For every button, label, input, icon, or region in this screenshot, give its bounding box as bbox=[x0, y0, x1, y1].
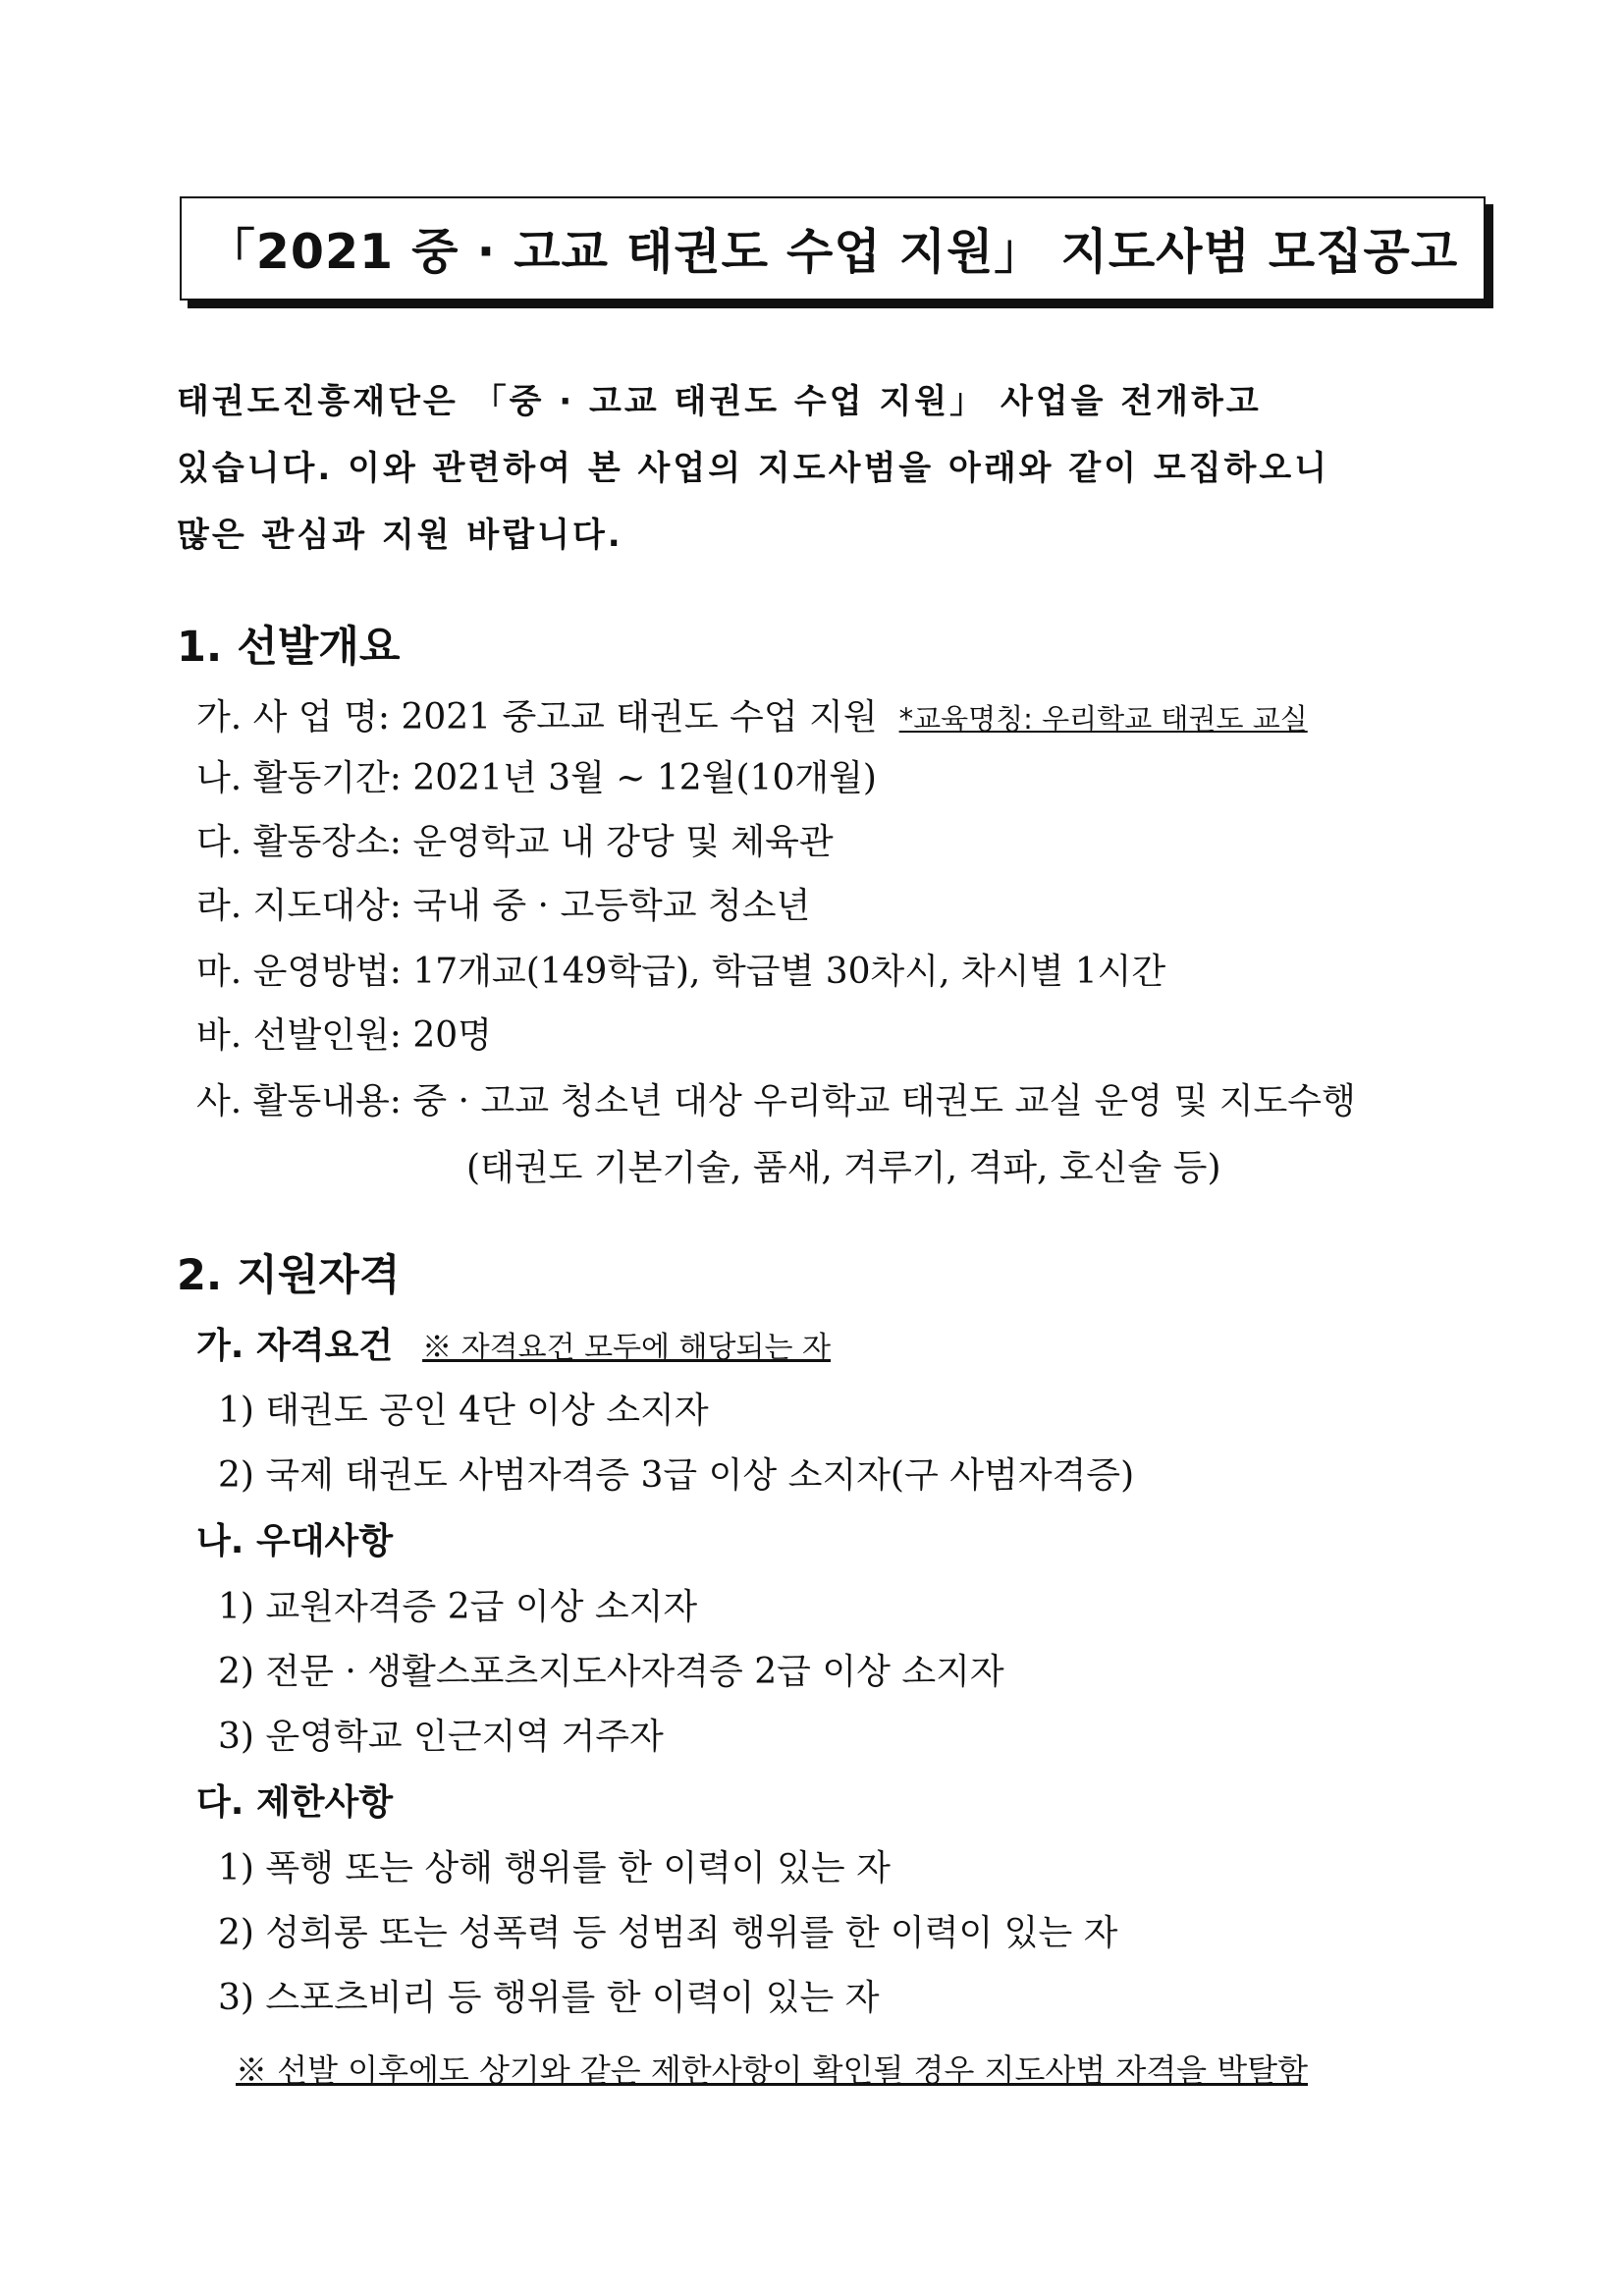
qualifications-label-row bbox=[196, 1322, 831, 1373]
preferences-label: 나. 우대사항 bbox=[196, 1521, 394, 1561]
section1-heading: 1. 선발개요 bbox=[177, 623, 401, 672]
item-note: *교육명칭: 우리학교 태권도 교실 bbox=[898, 702, 1308, 736]
section2-heading: 2. 지원자격 bbox=[177, 1251, 401, 1300]
restriction-item: 1) 폭행 또는 상해 행위를 한 이력이 있는 자 bbox=[218, 1848, 891, 1888]
section1-item: 바. 선발인원: 20명 bbox=[196, 1015, 492, 1056]
item-text: 가. 사 업 명: 2021 중고교 태권도 수업 지원 bbox=[196, 697, 878, 738]
preference-item: 2) 전문 · 생활스포츠지도사자격증 2급 이상 소지자 bbox=[218, 1652, 1004, 1692]
preference-item: 1) 교원자격증 2급 이상 소지자 bbox=[218, 1587, 698, 1627]
qualifications-label: 가. 자격요건 bbox=[196, 1326, 394, 1366]
section1-item: 사. 활동내용: 중 · 고교 청소년 대상 우리학교 태권도 교실 운영 및 지도수행 bbox=[196, 1081, 1356, 1121]
section1-item: 다. 활동장소: 운영학교 내 강당 및 체육관 bbox=[196, 822, 834, 862]
intro-line: 있습니다. 이와 관련하여 본 사업의 지도사범을 아래와 같이 모집하오니 bbox=[177, 449, 1330, 488]
intro-paragraph bbox=[177, 368, 1492, 569]
qualification-item: 1) 태권도 공인 4단 이상 소지자 bbox=[218, 1391, 709, 1431]
section1-item: 라. 지도대상: 국내 중 · 고등학교 청소년 bbox=[196, 886, 811, 926]
qualification-item: 2) 국제 태권도 사범자격증 3급 이상 소지자(구 사범자격증) bbox=[218, 1455, 1135, 1496]
restriction-item: 3) 스포츠비리 등 행위를 한 이력이 있는 자 bbox=[218, 1978, 880, 2018]
intro-line: 태권도진흥재단은 「중 · 고교 태권도 수업 지원」 사업을 전개하고 bbox=[177, 382, 1262, 421]
section1-continuation: (태권도 기본기술, 품새, 겨루기, 격파, 호신술 등) bbox=[466, 1148, 1221, 1188]
section1-item: 나. 활동기간: 2021년 3월 ~ 12월(10개월) bbox=[196, 758, 877, 798]
footer-note: ※ 선발 이후에도 상기와 같은 제한사항이 확인될 경우 지도사범 자격을 박탈함 bbox=[236, 2051, 1308, 2089]
restriction-item: 2) 성희롱 또는 성폭력 등 성범죄 행위를 한 이력이 있는 자 bbox=[218, 1913, 1118, 1953]
intro-line: 많은 관심과 지원 바랍니다. bbox=[177, 516, 623, 555]
preference-item: 3) 운영학교 인근지역 거주자 bbox=[218, 1717, 664, 1757]
section1-item bbox=[196, 693, 1308, 743]
page-title: 「2021 중 · 고교 태권도 수업 지원」 지도사범 모집공고 bbox=[180, 196, 1486, 301]
section1-item: 마. 운영방법: 17개교(149학급), 학급별 30차시, 차시별 1시간 bbox=[196, 952, 1166, 992]
restrictions-label: 다. 제한사항 bbox=[196, 1782, 394, 1823]
qualifications-note: ※ 자격요건 모두에 해당되는 자 bbox=[422, 1331, 831, 1365]
